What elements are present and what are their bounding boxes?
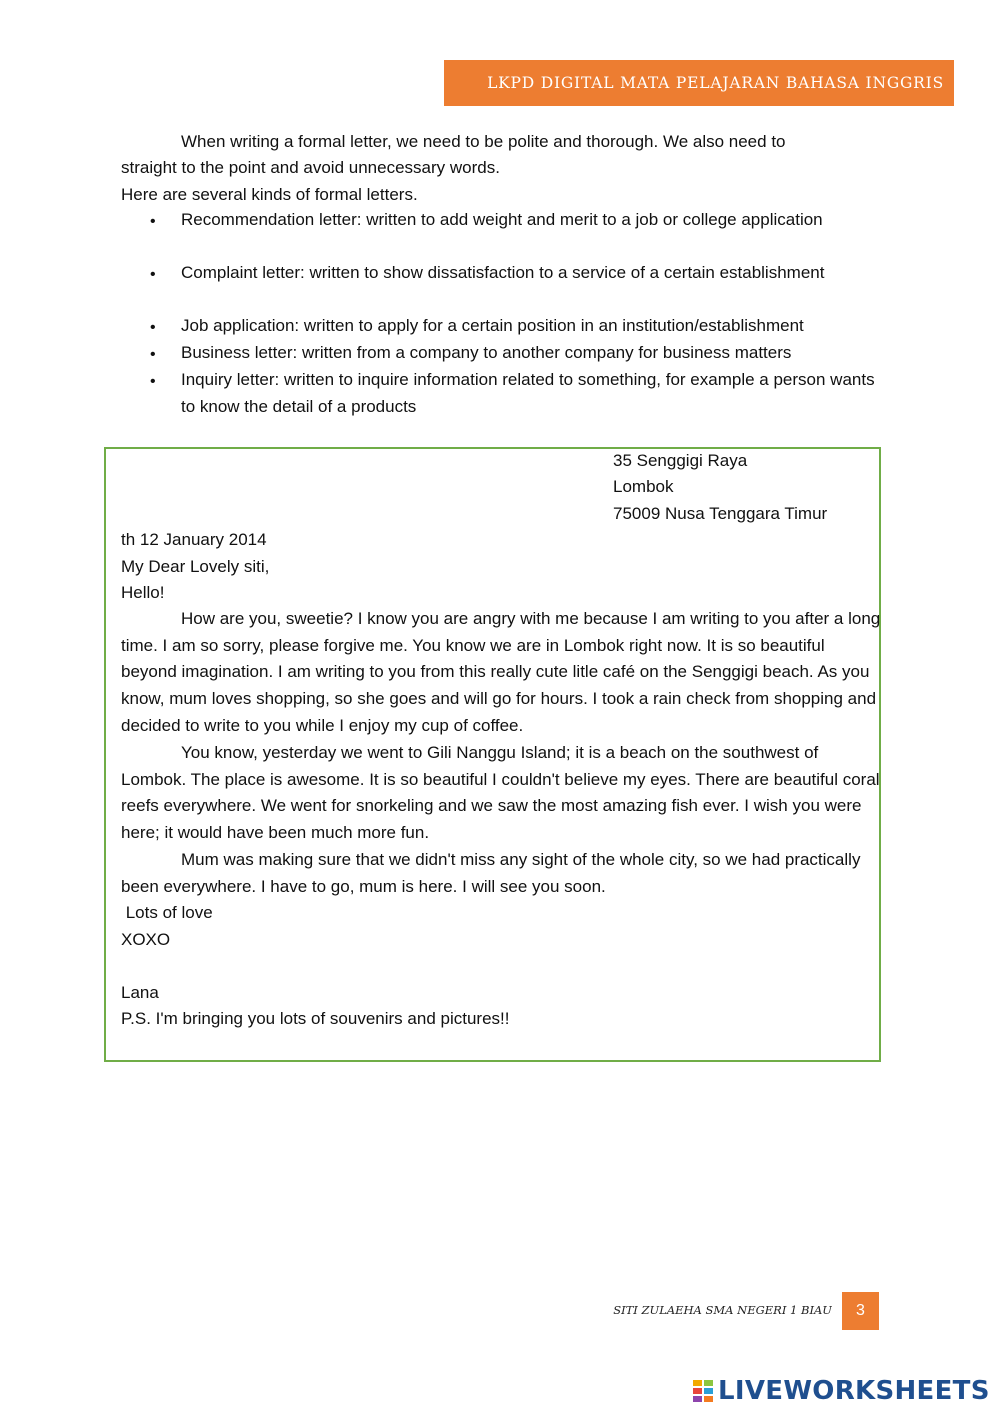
address-line: 35 Senggigi Raya (613, 451, 748, 470)
list-item-text: Business letter: written from a company to another company for business matters (181, 343, 792, 362)
letter-paragraph: How are you, sweetie? I know you are angry with me because I am writing to you after a long time. I am so sorry, please forgive me. You know we are in Lombok right now. It is so beautiful beyond imagination. I am writing to you from this really cute litle café on the Senggigi beach. As you know, mum loves shopping, so she goes and will go for hours. I took a rain check from shopping and decided to write to you while I enjoy my cup of coffee. (121, 609, 881, 735)
letter-date: th 12 January 2014 (121, 530, 267, 549)
intro-line: When writing a formal letter, we need to be polite and thorough. We also need to (181, 132, 786, 151)
bullet-icon: • (150, 373, 156, 390)
bullet-icon: • (150, 266, 156, 283)
list-item-text: Recommendation letter: written to add weight and merit to a job or college application (181, 210, 823, 229)
list-item-text: Job application: written to apply for a certain position in an institution/establishment (181, 316, 804, 335)
address-line: 75009 Nusa Tenggara Timur (613, 504, 828, 523)
page-number (842, 1292, 879, 1330)
address-line: Lombok (613, 477, 674, 496)
letter-signature: Lana (121, 983, 159, 1002)
letter-kisses: XOXO (121, 930, 171, 949)
bullet-icon: • (150, 346, 156, 363)
page-number-text: 3 (856, 1302, 865, 1319)
letter-paragraph: You know, yesterday we went to Gili Nanggu Island; it is a beach on the southwest of Lombok. The place is awesome. It is so beautiful I couldn't believe my eyes. There are beautiful coral reefs everywhere. We went for snorkeling and we saw the most amazing fish ever. I wish you were here; it would have been much more fun. (121, 743, 880, 843)
footer-author: SITI ZULAEHA SMA NEGERI 1 BIAU (613, 1303, 832, 1317)
list-item-text: Complaint letter: written to show dissatisfaction to a service of a certain establishment (181, 263, 825, 282)
list-item-text: Inquiry letter: written to inquire information related to something, for example a person wants to know the detail of a products (181, 370, 875, 416)
liveworksheets-logo-icon (692, 1379, 714, 1403)
header-banner-text: LKPD DIGITAL MATA PELAJARAN BAHASA INGGRIS (487, 74, 944, 92)
liveworksheets-logo[interactable] (692, 1376, 990, 1406)
header-banner (444, 60, 954, 106)
bullet-icon: • (150, 319, 156, 336)
letter-closing: Lots of love (121, 903, 213, 922)
letter-postscript: P.S. I'm bringing you lots of souvenirs and pictures!! (121, 1009, 510, 1028)
letter-greeting: Hello! (121, 583, 165, 602)
intro-line: Here are several kinds of formal letters. (121, 185, 418, 204)
liveworksheets-logo-text: LIVEWORKSHEETS (718, 1376, 990, 1406)
letter-paragraph: Mum was making sure that we didn't miss any sight of the whole city, so we had practically been everywhere. I have to go, mum is here. I will see you soon. (121, 850, 861, 896)
intro-line: straight to the point and avoid unnecessary words. (121, 158, 500, 177)
bullet-icon: • (150, 213, 156, 230)
letter-salutation: My Dear Lovely siti, (121, 557, 270, 576)
